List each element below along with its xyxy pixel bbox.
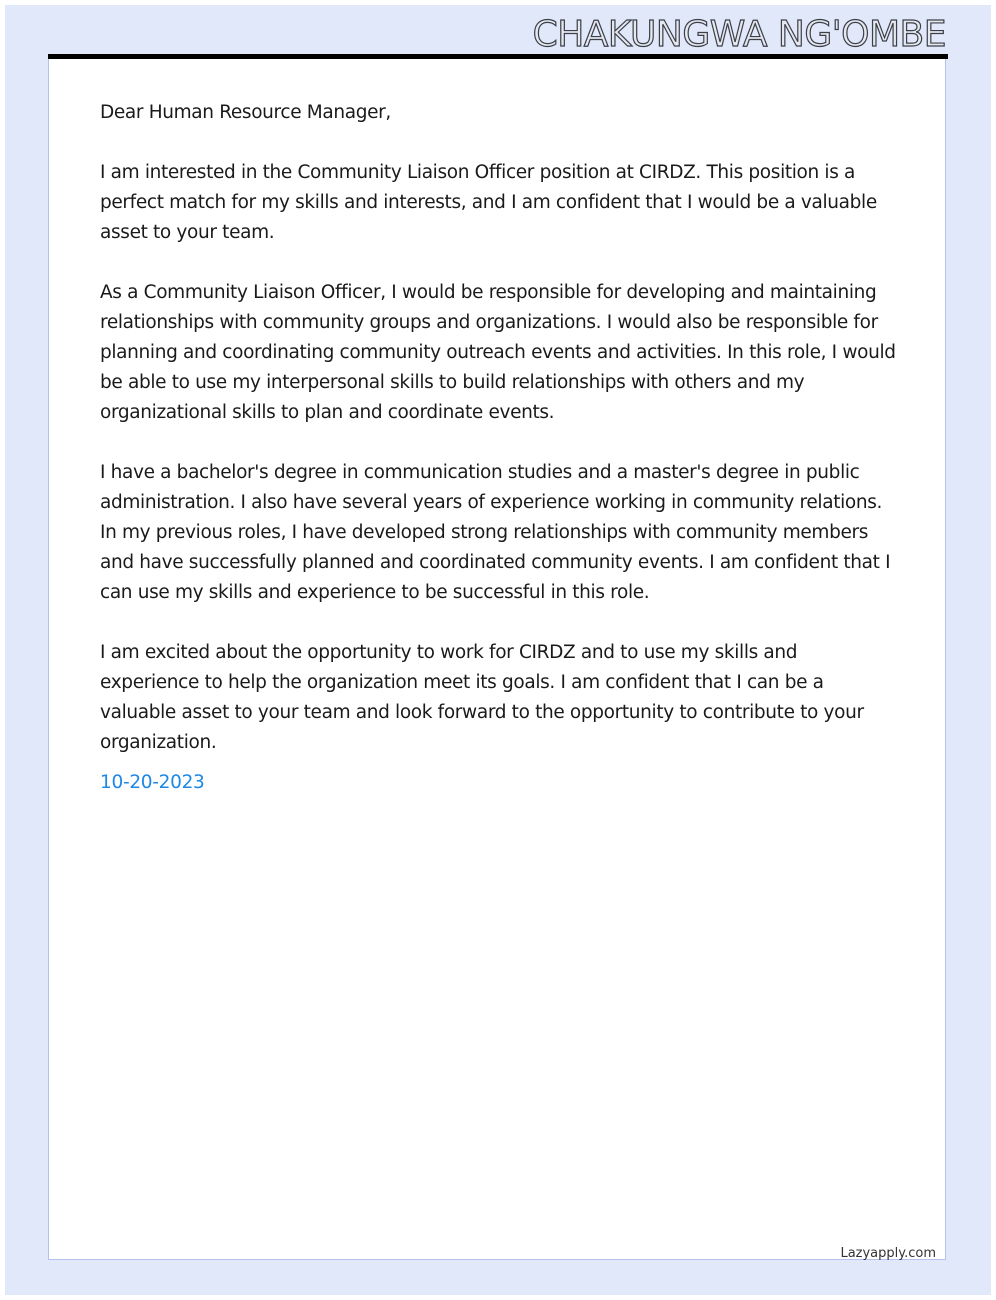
applicant-name: CHAKUNGWA NG'OMBE xyxy=(532,14,946,55)
letter-date: 10-20-2023 xyxy=(100,772,205,793)
footer-brand: Lazyapply.com xyxy=(840,1246,936,1261)
cover-letter-body xyxy=(100,98,900,798)
paragraph-4: I am excited about the opportunity to work for CIRDZ and to use my skills and experience to help the organization meet its goals. I am confident that I can be a valuable asset to your team and look forward to the opportunity to contribute to your organization. xyxy=(100,642,864,753)
paragraph-1: I am interested in the Community Liaison Officer position at CIRDZ. This position is a perfect match for my skills and interests, and I am confident that I would be a valuable asset to your team. xyxy=(100,162,877,243)
paragraph-2: As a Community Liaison Officer, I would be responsible for developing and maintaining relationships with community groups and organizations. I would also be responsible for planning and coordinating community outreach events and activities. In this role, I would be able to use my interpersonal skills to build relationships with others and my organizational skills to plan and coordinate events. xyxy=(100,282,896,423)
salutation: Dear Human Resource Manager, xyxy=(100,102,391,123)
paragraph-3: I have a bachelor's degree in communication studies and a master's degree in public administration. I also have several years of experience working in community relations. In my previous roles, I have developed strong relationships with community members and have successfully planned and coordinated community events. I am confident that I can use my skills and experience to be successful in this role. xyxy=(100,462,891,603)
